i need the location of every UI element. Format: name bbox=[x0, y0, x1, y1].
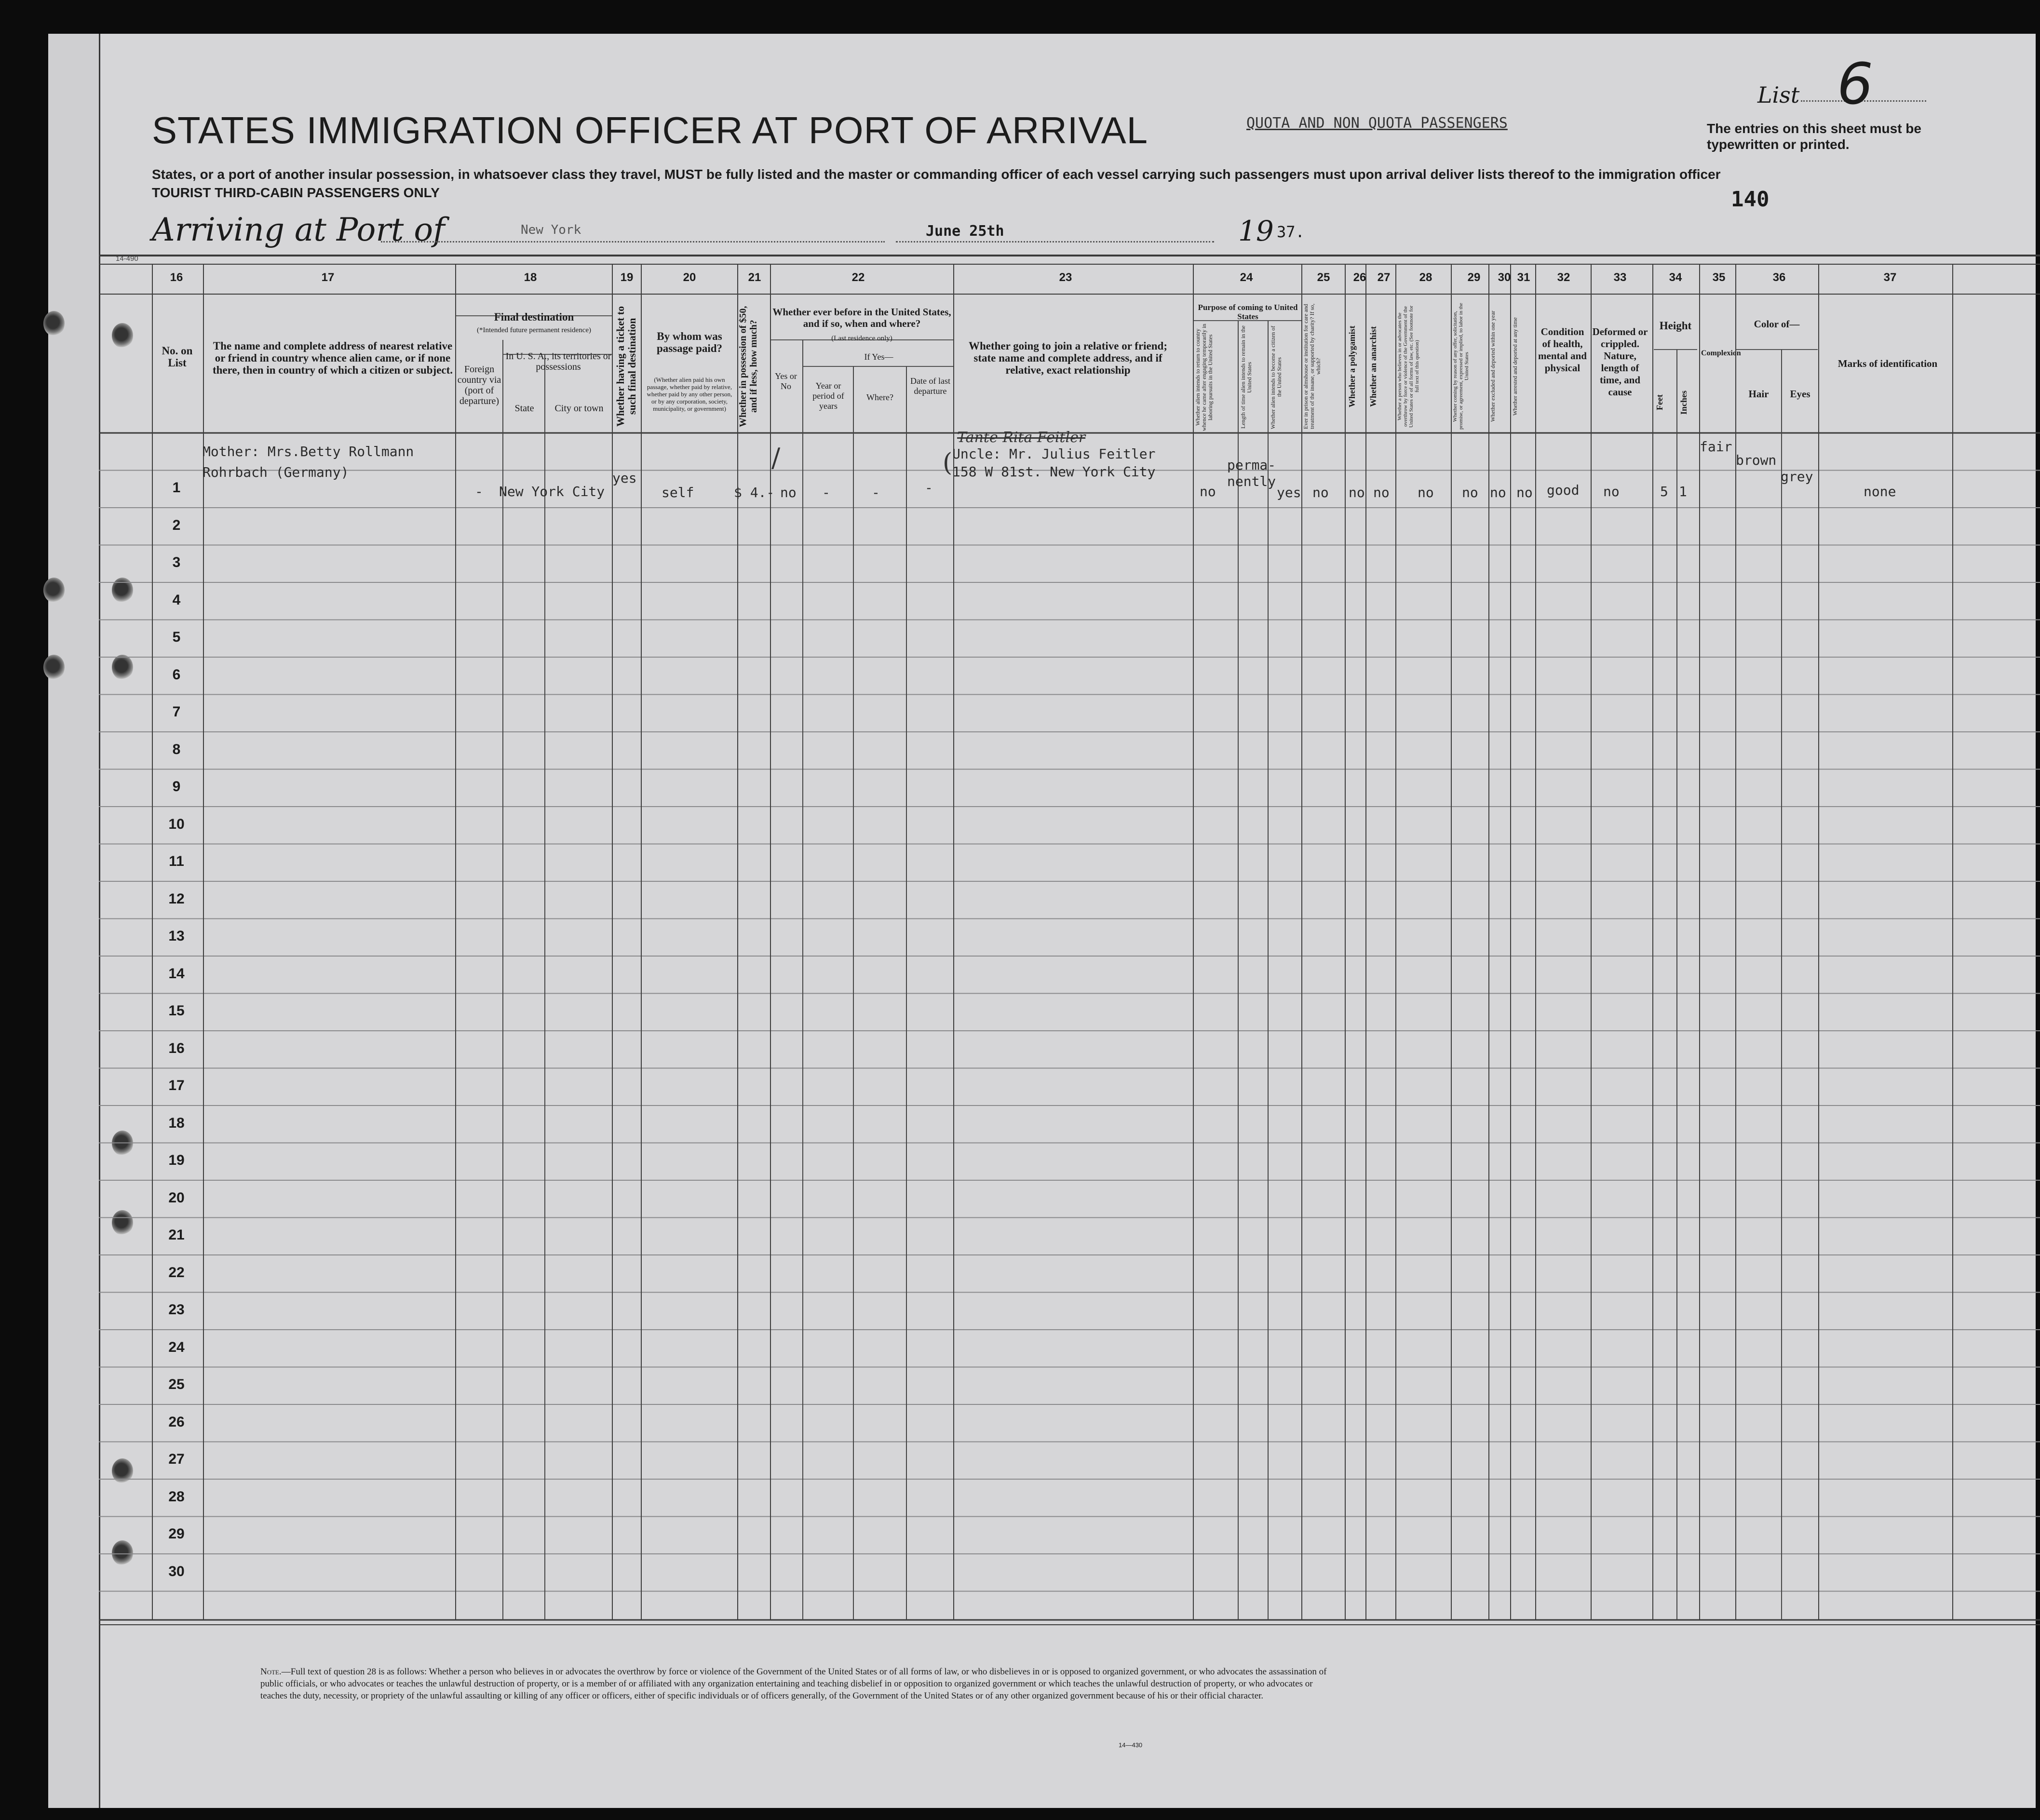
row-number: 10 bbox=[168, 816, 185, 832]
header-deformed: Deformed or crippled. Nature, length of time, and cause bbox=[1592, 326, 1648, 398]
header-before-in-us-sub: (Last residence only) bbox=[831, 335, 892, 342]
sheet-number: 140 bbox=[1731, 187, 1770, 212]
column-number-35: 35 bbox=[1712, 271, 1726, 284]
entry-relative-line1: Mother: Mrs.Betty Rollmann bbox=[203, 444, 414, 459]
entry-hair: brown bbox=[1736, 452, 1777, 468]
row-number: 6 bbox=[172, 666, 181, 683]
column-number-36: 36 bbox=[1772, 271, 1786, 284]
header-inches: Inches bbox=[1679, 391, 1689, 415]
arrival-port: New York bbox=[521, 223, 581, 237]
header-polygamist: Whether a polygamist bbox=[1347, 325, 1357, 407]
column-number-27: 27 bbox=[1377, 271, 1391, 284]
header-no-on-list: No. on List bbox=[162, 345, 193, 369]
entry-complexion: fair bbox=[1700, 439, 1732, 455]
row-number: 19 bbox=[168, 1152, 185, 1168]
header-date-departure: Date of last departure bbox=[910, 376, 950, 396]
entry-join-line2: 158 W 81st. New York City bbox=[952, 464, 1156, 480]
footnote-text: —Full text of question 28 is as follows: Whether a person who believes in or advocates the overthrow by force or violence of the Government of the United States or of all forms of law, or who disbelieves in or is opposed to organized government, or who advocates the assassination of public officials, or who advocates or teaches the unlawful destruction of property, or is a member of or affiliated with any organization entertaining and teaching disbelief in or opposition to organized government or which teaches the unlawful destruction of property, or who advocates or teaches the duty, necessity, or propriety of the unlawful assaulting or killing of any officer or officers, either of specific individuals or of officers generally, of the Government of the United States or of any other organized government because of his or their official character. bbox=[260, 1667, 1327, 1701]
column-number-30: 30 bbox=[1498, 271, 1511, 284]
row-number: 1 bbox=[172, 480, 181, 496]
row-number: 18 bbox=[168, 1115, 185, 1131]
column-number-25: 25 bbox=[1317, 271, 1330, 284]
column-number-31: 31 bbox=[1517, 271, 1530, 284]
header-money: Whether in possession of $50, and if less, how much? bbox=[738, 306, 759, 427]
form-number: 14—430 bbox=[1119, 1741, 1143, 1749]
header-complexion: Complexion bbox=[1701, 349, 1741, 357]
row-number: 27 bbox=[168, 1451, 185, 1467]
column-number-24: 24 bbox=[1240, 271, 1253, 284]
row-number: 29 bbox=[168, 1526, 185, 1542]
row-number: 15 bbox=[168, 1003, 185, 1019]
entry-year-period: - bbox=[822, 485, 830, 500]
entry-arrested: no bbox=[1516, 485, 1533, 500]
entry-anarchist: no bbox=[1373, 485, 1390, 500]
quota-note: QUOTA AND NON QUOTA PASSENGERS bbox=[1246, 115, 1508, 132]
instructions-text: States, or a port of another insular possession, in whatsoever class they travel, MUST be fully listed and the master or commanding officer of each vessel carrying such passengers must upon arrival deliver lists thereof to the immigration officer bbox=[152, 167, 1721, 182]
footnote-label: Note. bbox=[260, 1667, 282, 1677]
page-title: STATES IMMIGRATION OFFICER AT PORT OF ARRIVAL bbox=[152, 109, 1148, 151]
entry-feet: 5 bbox=[1660, 484, 1668, 499]
header-before-in-us: Whether ever before in the United States, and if so, when and where? bbox=[772, 306, 951, 329]
row-number: 23 bbox=[168, 1302, 185, 1318]
entry-citizen: yes bbox=[1277, 485, 1301, 500]
header-color-of: Color of— bbox=[1754, 318, 1800, 330]
entry-before-us: no bbox=[780, 485, 797, 500]
header-city-or-town: City or town bbox=[554, 403, 604, 414]
header-passage-paid-sub: (Whether alien paid his own passage, whether paid by relative, whether paid by any other person, or by any corporation, society, municipality, or government) bbox=[647, 376, 732, 412]
header-prison: Ever in prison or almshouse or institution for care and treatment of the insane, or supported by charity? If so, which? bbox=[1302, 303, 1322, 430]
entry-eyes: grey bbox=[1781, 469, 1813, 485]
entry-return-intent: no bbox=[1200, 484, 1216, 499]
arriving-label: Arriving at Port of bbox=[152, 211, 445, 248]
row-number: 21 bbox=[168, 1227, 185, 1243]
column-number-19: 19 bbox=[620, 271, 634, 284]
column-number-32: 32 bbox=[1557, 271, 1570, 284]
header-height: Height bbox=[1659, 320, 1692, 332]
entry-health: good bbox=[1547, 482, 1580, 498]
row-number: 28 bbox=[168, 1488, 185, 1505]
header-feet: Feet bbox=[1655, 394, 1664, 411]
entry-ticket: yes bbox=[612, 470, 637, 486]
entry-relative-line2: Rohrbach (Germany) bbox=[203, 464, 349, 480]
column-number-20: 20 bbox=[683, 271, 696, 284]
column-number-29: 29 bbox=[1467, 271, 1481, 284]
list-number: 6 bbox=[1837, 51, 1874, 117]
column-number-18: 18 bbox=[524, 271, 537, 284]
header-eyes: Eyes bbox=[1790, 388, 1810, 400]
row-number: 24 bbox=[168, 1339, 185, 1355]
header-state: State bbox=[514, 403, 534, 414]
header-final-destination-sub: (*Intended future permanent residence) bbox=[477, 326, 591, 334]
column-number-28: 28 bbox=[1419, 271, 1432, 284]
header-ticket: Whether having a ticket to such final destination bbox=[614, 306, 638, 427]
entry-advocate: no bbox=[1418, 485, 1434, 500]
row-number: 25 bbox=[168, 1376, 185, 1392]
entries-note: The entries on this sheet must be typewritten or printed. bbox=[1707, 121, 1921, 152]
header-in-usa: In U. S. A., its territories or possessions bbox=[505, 351, 611, 372]
entry-offer-labor: no bbox=[1462, 485, 1478, 500]
row-number: 14 bbox=[168, 965, 185, 982]
row-number: 3 bbox=[172, 554, 181, 570]
entry-length-line2: nently bbox=[1227, 473, 1276, 489]
row-number: 26 bbox=[168, 1414, 185, 1430]
passenger-class: TOURIST THIRD-CABIN PASSENGERS ONLY bbox=[152, 185, 440, 200]
entry-foreign-country: - bbox=[475, 484, 483, 499]
header-passage-paid: By whom was passage paid? bbox=[656, 330, 723, 354]
header-yes-or-no: Yes or No bbox=[775, 371, 797, 391]
entry-deformed: no bbox=[1603, 484, 1620, 499]
entry-prison: no bbox=[1312, 485, 1329, 500]
entry-join-bracket: ( bbox=[943, 448, 953, 477]
list-label: List bbox=[1757, 82, 1800, 108]
row-number: 5 bbox=[172, 629, 181, 645]
column-number-21: 21 bbox=[748, 271, 761, 284]
row-number: 22 bbox=[168, 1264, 185, 1281]
header-foreign-country: Foreign country via (port of departure) bbox=[457, 364, 501, 406]
row-number: 20 bbox=[168, 1189, 185, 1206]
row-number: 4 bbox=[172, 592, 181, 608]
header-health: Condition of health, mental and physical bbox=[1538, 326, 1587, 374]
header-length-of-stay: Length of time alien intends to remain in the United States bbox=[1240, 325, 1253, 429]
row-number: 12 bbox=[168, 890, 185, 907]
row-number: 13 bbox=[168, 928, 185, 944]
entry-paid-by: self bbox=[662, 485, 694, 500]
row-number: 30 bbox=[168, 1563, 185, 1579]
entry-money-checkmark: / bbox=[771, 443, 781, 473]
column-number-26: 26 bbox=[1353, 271, 1366, 284]
entry-join-line1: Uncle: Mr. Julius Feitler bbox=[952, 446, 1156, 462]
header-become-citizen: Whether alien intends to become a citizen of the United States bbox=[1270, 325, 1283, 429]
header-purpose: Purpose of coming to United States bbox=[1198, 303, 1298, 321]
row-number: 16 bbox=[168, 1040, 185, 1056]
row-number: 17 bbox=[168, 1078, 185, 1093]
header-marks: Marks of identification bbox=[1837, 358, 1938, 369]
entry-date-departure: - bbox=[925, 480, 933, 496]
entry-join-handwritten: Tante Rita Feitler bbox=[957, 429, 1086, 446]
footnote bbox=[260, 1666, 1331, 1702]
column-number-16: 16 bbox=[170, 271, 183, 284]
column-number-33: 33 bbox=[1613, 271, 1627, 284]
entry-money: $ 4.- bbox=[734, 485, 775, 500]
row-number: 11 bbox=[169, 853, 184, 869]
header-arrested: Whether arrested and deported at any time bbox=[1512, 317, 1518, 416]
row-number: 7 bbox=[172, 704, 181, 720]
arrival-year-prefix: 19 bbox=[1238, 215, 1274, 247]
column-number-22: 22 bbox=[851, 271, 865, 284]
entry-where: - bbox=[872, 485, 880, 500]
header-where: Where? bbox=[866, 392, 893, 402]
entry-excluded: no bbox=[1490, 485, 1506, 500]
column-number-17: 17 bbox=[321, 271, 335, 284]
header-nearest-relative: The name and complete address of nearest relative or friend in country whence alien came, or if none there, then in country of which a citizen or subject. bbox=[212, 340, 453, 376]
header-return-intent: Whether alien intends to return to country whence he came after engaging temporarily in laboring pursuits in the United States bbox=[1194, 324, 1214, 431]
header-offer-labor: Whether coming by reason of any offer, solicitation, promise, or agreement, expressed or implied, to labor in the United States bbox=[1452, 303, 1470, 430]
row-number: 8 bbox=[172, 741, 181, 757]
row-number: 9 bbox=[172, 779, 181, 795]
header-advocate-overthrow: Whether a person who believes in or advocates the overthrow by force or violence of the Government of the United States or of all forms of law, etc. (See footnote for full text of this question) bbox=[1397, 305, 1420, 428]
column-number-23: 23 bbox=[1059, 271, 1072, 284]
arrival-date: June 25th bbox=[926, 223, 1004, 240]
header-hair: Hair bbox=[1748, 388, 1769, 400]
entry-inches: 1 bbox=[1679, 484, 1687, 499]
arrival-year-suffix: 37. bbox=[1277, 223, 1305, 241]
header-year-period: Year or period of years bbox=[812, 381, 844, 411]
header-final-destination: Final destination bbox=[494, 311, 574, 323]
entry-polygamist: no bbox=[1349, 485, 1365, 500]
column-number-37: 37 bbox=[1883, 271, 1897, 284]
form-corner-code: 14-490 bbox=[116, 255, 138, 263]
header-anarchist: Whether an anarchist bbox=[1368, 326, 1378, 407]
header-if-yes: If Yes— bbox=[864, 352, 893, 362]
column-number-34: 34 bbox=[1669, 271, 1682, 284]
entry-city: New York City bbox=[499, 484, 605, 499]
header-excluded: Whether excluded and deported within one year bbox=[1489, 310, 1496, 422]
entry-length-line1: perma- bbox=[1227, 457, 1276, 473]
row-number: 2 bbox=[172, 517, 181, 533]
entry-marks: none bbox=[1864, 484, 1896, 499]
header-going-to-join: Whether going to join a relative or friend; state name and complete address, and if relative, exact relationship bbox=[968, 340, 1168, 376]
